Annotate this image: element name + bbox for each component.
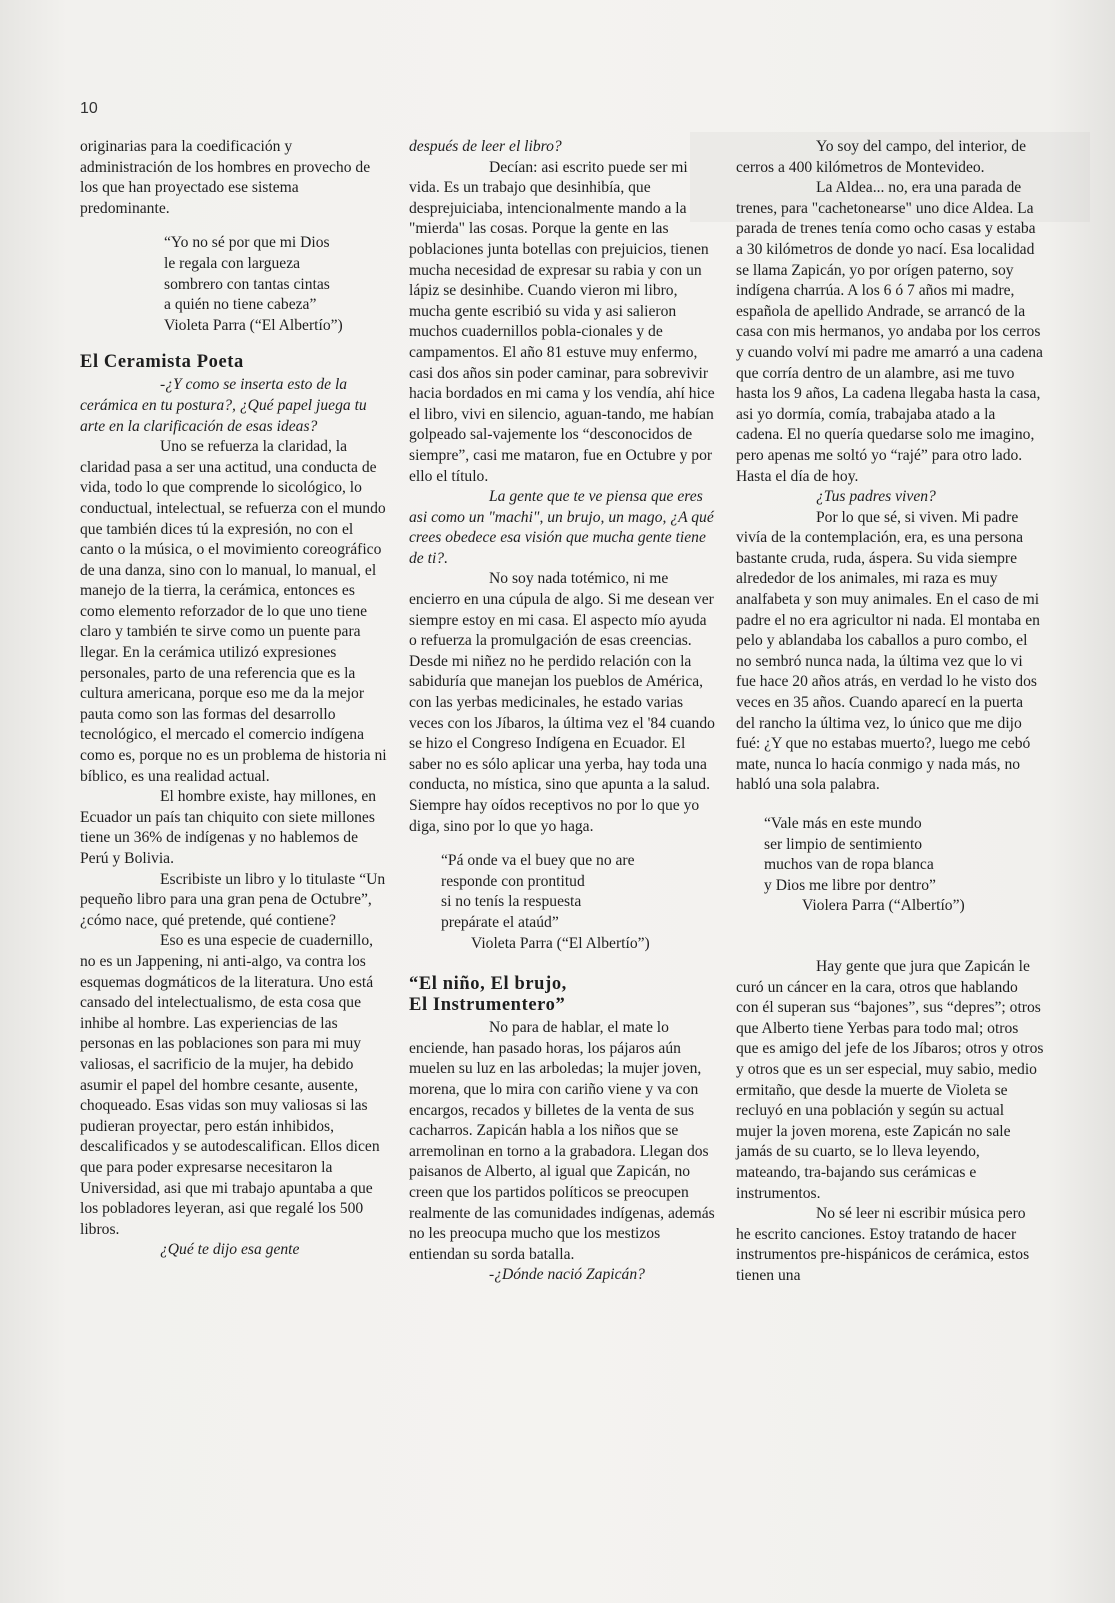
interview-question: ¿Qué te dijo esa gente xyxy=(160,1241,300,1259)
paragraph: No soy nada totémico, ni me encierro en una cúpula de algo. Si me desean ver siempre estoy en mi casa. El aspecto mío ayuda o refuerza la promulgación de esas creencias. Desde mi niñez no he perdido relación con la sabiduría que manejan los pueblos de América, con las yerbas medicinales, he estado varias veces con los Jíbaros, la última vez el '84 cuando se hizo el Congreso Indígena en Ecuador. El saber no es sólo aplicar una yerba, hay toda una conducta, no mística, sino que apunta a la salud. Siempre hay oídos receptivos no por lo que yo diga, sino por lo que yo haga. xyxy=(409,570,715,835)
page-number: 10 xyxy=(80,100,98,117)
interview-question: ¿Tus padres viven? xyxy=(816,488,936,506)
paragraph: No para de hablar, el mate lo enciende, han pasado horas, los pájaros aún muelen su luz en las arboledas; la mujer joven, morena, que lo mira con cariño viene y va con encargos, recados y billetes de la venta de sus cacharros. Zapicán habla a los niños que se arremolinan en torno a la grabadora. Llegan dos paisanos de Alberto, al igual que Zapicán, no creen que los partidos políticos se preocupen realmente de las comunidades indígenas, además no les preocupa mucho que los mestizos entiendan su sorda batalla. xyxy=(409,1019,715,1263)
poem-line: “Yo no sé por que mi Dios xyxy=(164,234,330,252)
section-heading xyxy=(409,974,717,1016)
paragraph: Uno se refuerza la claridad, la claridad pasa a ser una actitud, una conducta de vida, todo lo que comprende lo sicológico, lo conductual, intelectual, se refuerza con el mundo que también dices tú la expresión, no con el canto o la música, o el movimiento coreográfico de una danza, sino con lo manual, lo manual, el manejo de la tierra, la cerámica, entonces es como elemento reforzador de lo que uno tiene claro y también te sirve como un puente para llegar. En la cerámica utilizó expresiones personales, parto de una referencia que es la cultura americana, porque eso me da la mejor pauta como son las formas del desarrollo tecnológico, el mercado el comercio indígena como es, porque no es un problema de historia ni bíblico, es una realidad actual. xyxy=(80,438,387,785)
column-1 xyxy=(80,137,388,1261)
poem-line: si no tenís la respuesta xyxy=(441,893,582,911)
paragraph: Hay gente que jura que Zapicán le curó un cáncer en la cara, otros que hablando con él superan sus “bajones”, sus “depres”; otros que Alberto tiene Yerbas para todo mal; otros que es amigo del jefe de los Jíbaros; otros y otros y otros que es un ser especial, muy sabio, medio ermitaño, que desde la muerte de Violeta se recluyó en una población y según su actual mujer la joven morena, este Zapicán no sale jamás de su cuarto, se lo lleva leyendo, mateando, tra-bajando sus cerámicas e instrumentos. xyxy=(736,957,1044,1202)
poem-line: sombrero con tantas cintas xyxy=(164,275,330,293)
poem-credit: Violeta Parra (“El Albertío”) xyxy=(164,316,343,334)
paragraph: Escribiste un libro y lo titulaste “Un pequeño libro para una gran pena de Octubre”, ¿cómo nace, qué pretende, qué contiene? xyxy=(80,870,386,929)
paragraph: Eso es una especie de cuadernillo, no es un Jappening, ni anti-algo, va contra los esquemas dogmáticos de la literatura. Uno está cansado del intelectualismo, de esta cosa que inhibe al hombre. Las experiencias de las personas en las poblaciones son para mi muy valiosas, el sacrificio de la mujer, ha debido asumir el papel del hombre cesante, ausente, choqueado. Esas vidas son muy valiosas si las pudieran proyectar, pero están inhibidos, descalificados y se autodescalifican. Ellos dicen que para poder expresarse necesitaron la Universidad, asi que mi trabajo apuntaba a que los pobladores leyeran, asi que regalé los 500 libros. xyxy=(80,932,380,1238)
poem-quote xyxy=(409,851,717,954)
poem-line: ser limpio de sentimiento xyxy=(764,835,923,853)
poem-credit: Violera Parra (“Albertío”) xyxy=(802,897,965,915)
interview-question: -¿Y como se inserta esto de la cerámica en tu postura?, ¿Qué papel juega tu arte en la clarificación de esas ideas? xyxy=(80,376,367,435)
poem-quote xyxy=(736,814,1044,917)
poem-line: a quién no tiene cabeza” xyxy=(164,296,317,314)
paragraph: originarias para la coedificación y administración de los hombres en provecho de los que han proyectado ese sistema predominante. xyxy=(80,138,371,217)
section-heading-line: “El niño, El brujo, xyxy=(409,974,567,995)
poem-line: le regala con largueza xyxy=(164,254,301,272)
interview-question: -¿Dónde nació Zapicán? xyxy=(489,1266,645,1284)
poem-line: “Pá onde va el buey que no are xyxy=(441,852,635,870)
paragraph: Yo soy del campo, del interior, de cerros a 400 kilómetros de Montevideo. xyxy=(736,138,1027,176)
paragraph: La Aldea... no, era una parada de trenes, para "cachetonearse" uno dice Aldea. La parada de trenes tenía como ocho casas y estaba a 30 kilómetros de donde yo nací. Esa localidad se llama Zapicán, yo por orígen paterno, soy indígena charrúa. A los 6 ó 7 años mi madre, española de apellido Andrade, se arrancó de la casa con mis hermanos, yo andaba por los cerros y cuando volví mi padre me amarró a una cadena que corría dentro de un alambre, asi me tuvo hasta los 9 años, La cadena llegaba hasta la casa, asi yo dormía, comía, trabajaba atado a la cadena. El no quería quedarse solo me imagino, pero apenas me soltó yo “rajé” para otro lado. Hasta el día de hoy. xyxy=(736,179,1043,485)
poem-credit: Violeta Parra (“El Albertío”) xyxy=(471,934,650,952)
interview-question: La gente que te ve piensa que eres asi como un "machi", un brujo, un mago, ¿A qué crees obedece esa visión que mucha gente tiene de ti?. xyxy=(409,488,714,567)
poem-line: y Dios me libre por dentro” xyxy=(764,876,936,894)
poem-line: muchos van de ropa blanca xyxy=(764,856,934,874)
paragraph: Decían: asi escrito puede ser mi vida. Es un trabajo que desinhibía, que desprejuiciaba, intencionalmente mando a la "mierda" las cosas. Porque la gente en las poblaciones junta botellas con prejuicios, tienen mucha necesidad de expresar su rabia y con un lápiz se desinhibe. Cuando vieron mi libro, mucha gente escribió su vida y asi salieron muchos cuadernillos pobla-cionales y de campamentos. El año 81 estuve muy enfermo, casi dos años sin poder caminar, para sobrevivir hacia bordados en mi cama y los vendía, ahí hice el libro, vivi en silencio, aguan-tando, me habían golpeado sal-vajemente los “desconocidos de siempre”, casi me mataron, fue en Octubre y por ello el título. xyxy=(409,158,715,485)
paragraph: El hombre existe, hay millones, en Ecuador un país tan chiquito con siete millones tiene un 36% de indígenas y no hablemos de Perú y Bolivia. xyxy=(80,788,377,867)
column-3 xyxy=(736,137,1044,1286)
paragraph: Por lo que sé, si viven. Mi padre vivía de la contemplación, era, es una persona bastante cruda, ruda, áspera. Su vida siempre alrededor de los animales, mi raza es muy analfabeta y son muy animales. En el caso de mi padre el no era agricultor ni nada. El montaba en pelo y ablandaba los caballos a puro combo, el no sembró nunca nada, la última vez que lo vi fue hace 20 años atrás, en verdad lo he visto dos veces en 35 años. Cuando aparecí en la puerta del rancho la última vez, lo único que me dijo fué: ¿Y que no estabas muerto?, luego me cebó mate, nunca lo hacía conmigo y nada más, no habló una sola palabra. xyxy=(736,508,1040,794)
poem-line: “Vale más en este mundo xyxy=(764,815,922,832)
poem-line: prepárate el ataúd” xyxy=(441,913,559,931)
paragraph: No sé leer ni escribir música pero he escrito canciones. Estoy tratando de hacer instrumentos pre-hispánicos de cerámica, estos tienen una xyxy=(736,1205,1030,1284)
column-2 xyxy=(409,137,717,1286)
poem-line: responde con prontitud xyxy=(441,872,585,890)
interview-question: después de leer el libro? xyxy=(409,138,562,155)
section-heading: El Ceramista Poeta xyxy=(80,352,244,373)
section-heading-line: El Instrumentero” xyxy=(409,995,566,1016)
poem-quote xyxy=(80,233,388,336)
